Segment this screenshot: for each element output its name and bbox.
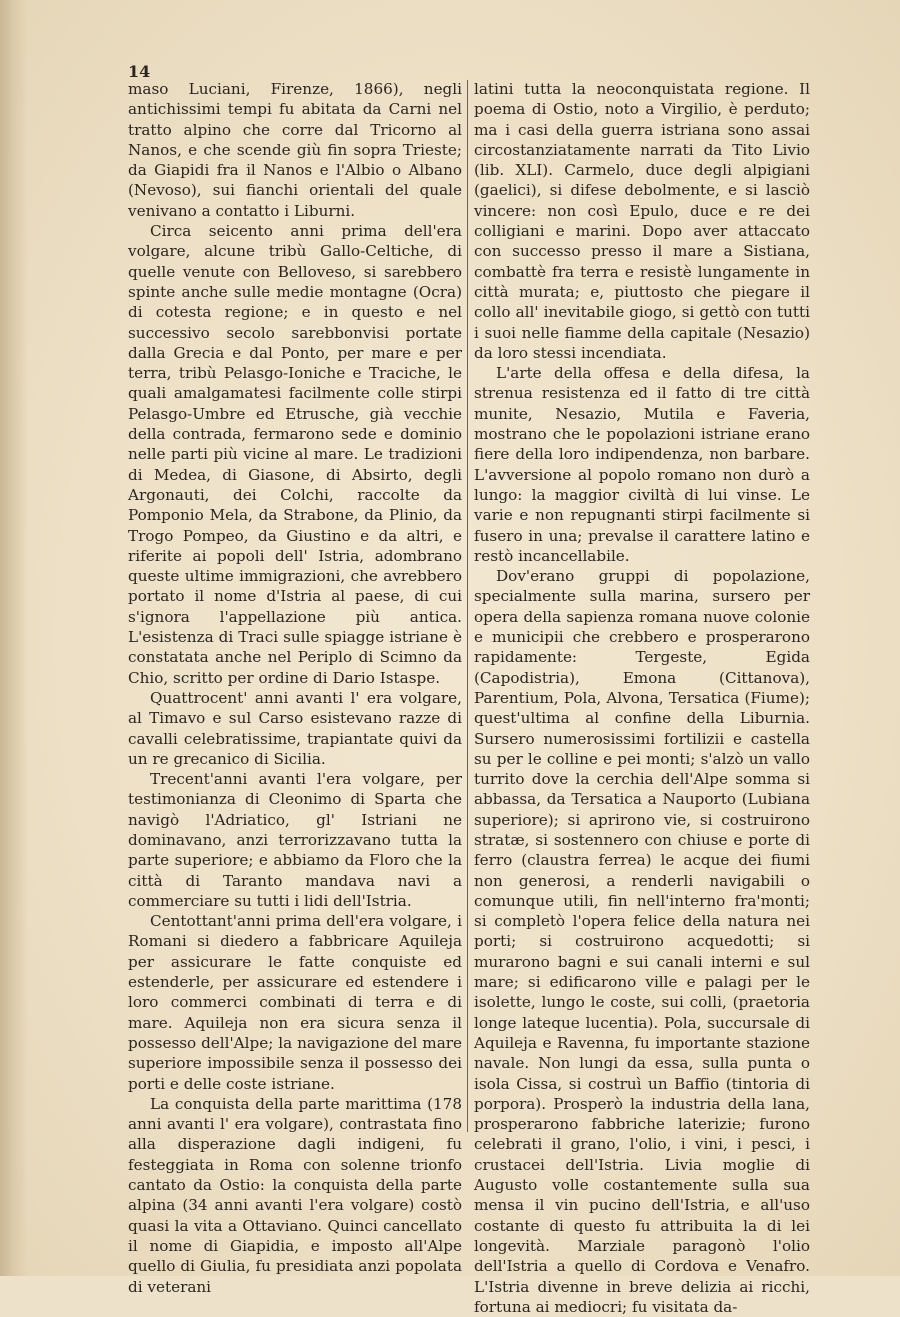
paragraph: latini tutta la neoconquistata regione. Il poema di Ostio, noto a Virgilio, è perduto; ma i casi della guerra istriana sono assai circostanziatamente narrati da Tito Livio (lib. XLI). Carmelo, duce degli alpigiani (gaelici), si difese debolmente, e si lasciò vincere: non così Epulo, duce e re dei colligiani e marini. Dopo aver attaccato con successo presso il mare a Sistiana, combattè fra terra e resistè lungamente in città murata; e, piuttosto che piegare il collo all' inevitabile giogo, si gettò con tutti i suoi nelle fiamme della capitale (Nesazio) da loro stessi incendiata. bbox=[474, 80, 810, 362]
page-spine-shadow bbox=[0, 0, 28, 1276]
paragraph: Dov'erano gruppi di popolazione, specialmente sulla marina, sursero per opera della sapienza romana nuove colonie e municipii che crebbero e prosperarono rapidamente: Tergeste, Egida (Capodistria), Emona (Cittanova), Parentium, Pola, Alvona, Tersatica (Fiume); quest'ultima al confine della Liburnia. Sursero numerosissimi fortilizii e castella su per le colline e pei monti; s'alzò un vallo turrito dove la cerchia dell'Alpe somma si abbassa, da Tersatica a Nauporto (Lubiana superiore); si aprirono vie, si costruirono stratæ, si sostennero con chiuse e porte di ferro (claustra ferrea) le acque dei fiumi non generosi, a renderli navigabili o comunque utili, fin nell'interno fra'monti; si completò l'opera felice della natura nei porti; si costruirono acquedotti; si murarono bagni e sui canali interni e sul mare; si edificarono ville e palagi per le isolette, lungo le coste, sui colli, (praetoria longe lateque lucentia). Pola, succursale di Aquileja e Ravenna, fu importante stazione navale. Non lungi da essa, sulla punta o isola Cissa, si costruì un Baffio (tintoria di porpora). Prosperò la industria della lana, prosperarono fabbriche laterizie; furono celebrati il grano, l'olio, i vini, i pesci, i crustacei dell'Istria. Livia moglie di Augusto volle costantemente sulla sua mensa il vin pucino dell'Istria, e all'uso costante di questo fu attribuita la di lei longevità. Marziale paragonò l'olio dell'Istria a quello di Cordova e Venafro. L'Istria divenne in breve delizia ai ricchi, fortuna ai mediocri; fu visitata da- bbox=[474, 567, 810, 1316]
paragraph: Quattrocent' anni avanti l' era volgare, al Timavo e sul Carso esistevano razze di cavalli celebratissime, trapiantate quivi da un re grecanico di Sicilia. bbox=[128, 688, 462, 768]
paragraph: maso Luciani, Firenze, 1866), negli antichissimi tempi fu abitata da Carni nel tratto alpino che corre dal Tricorno al Nanos, e che scende giù fin sopra Trieste; da Giapidi fra il Nanos e l'Albio o Albano (Nevoso), sui fianchi orientali del quale venivano a contatto i Liburni. bbox=[128, 80, 462, 220]
paragraph: L'arte della offesa e della difesa, la strenua resistenza ed il fatto di tre città munite, Nesazio, Mutila e Faveria, mostrano che le popolazioni istriane erano fiere della loro indipendenza, non barbare. L'avversione al popolo romano non durò a lungo: la maggior civiltà di lui vinse. Le varie e non repugnanti stirpi facilmente si fusero in una; prevalse il carattere latino e restò incancellabile. bbox=[474, 364, 810, 565]
paragraph: Circa seicento anni prima dell'era volgare, alcune tribù Gallo-Celtiche, di quelle venute con Belloveso, si sarebbero spinte anche sulle medie montagne (Ocra) di cotesta regione; e in questo e nel successivo secolo sarebbonvisi portate dalla Grecia e dal Ponto, per mare e per terra, tribù Pelasgo-Ioniche e Traciche, le quali amalgamatesi facilmente colle stirpi Pelasgo-Umbre ed Etrusche, già vecchie della contrada, fermarono sede e dominio nelle parti più vicine al mare. Le tradizioni di Medea, di Giasone, di Absirto, degli Argonauti, dei Colchi, raccolte da Pomponio Mela, da Strabone, da Plinio, da Trogo Pompeo, da Giustino e da altri, e riferite ai popoli dell' Istria, adombrano queste ultime immigrazioni, che avrebbero portato il nome d'Istria al paese, di cui s'ignora l'appellazione più antica. L'esistenza di Traci sulle spiagge istriane è constatata anche nel Periplo di Scimno da Chio, scritto per ordine di Dario Istaspe. bbox=[128, 222, 462, 687]
column-divider bbox=[467, 80, 468, 1132]
paragraph: La conquista della parte marittima (178 anni avanti l' era volgare), contrastata fino alla disperazione dagli indigeni, fu festeggiata in Roma con solenne trionfo cantato da Ostio: la conquista della parte alpina (34 anni avanti l'era volgare) costò quasi la vita a Ottaviano. Quinci cancellato il nome di Giapidia, e imposto all'Alpe quello di Giulia, fu presidiata anzi popolata di veterani bbox=[128, 1094, 462, 1296]
right-column bbox=[474, 79, 810, 1317]
paragraph: Trecent'anni avanti l'era volgare, per testimonianza di Cleonimo di Sparta che navigò l'Adriatico, gl' Istriani ne dominavano, anzi terrorizzavano tutta la parte superiore; e abbiamo da Floro che la città di Taranto mandava navi a commerciare su tutti i lidi dell'Istria. bbox=[128, 770, 462, 910]
page-number: 14 bbox=[128, 62, 151, 81]
left-column bbox=[128, 79, 462, 1297]
paragraph: Centottant'anni prima dell'era volgare, i Romani si diedero a fabbricare Aquileja per assicurare le fatte conquiste ed estenderle, per assicurare ed estendere i loro commerci combinati di terra e di mare. Aquileja non era sicura senza il possesso dell'Alpe; la navigazione del mare superiore impossibile senza il possesso dei porti e delle coste istriane. bbox=[128, 912, 462, 1093]
